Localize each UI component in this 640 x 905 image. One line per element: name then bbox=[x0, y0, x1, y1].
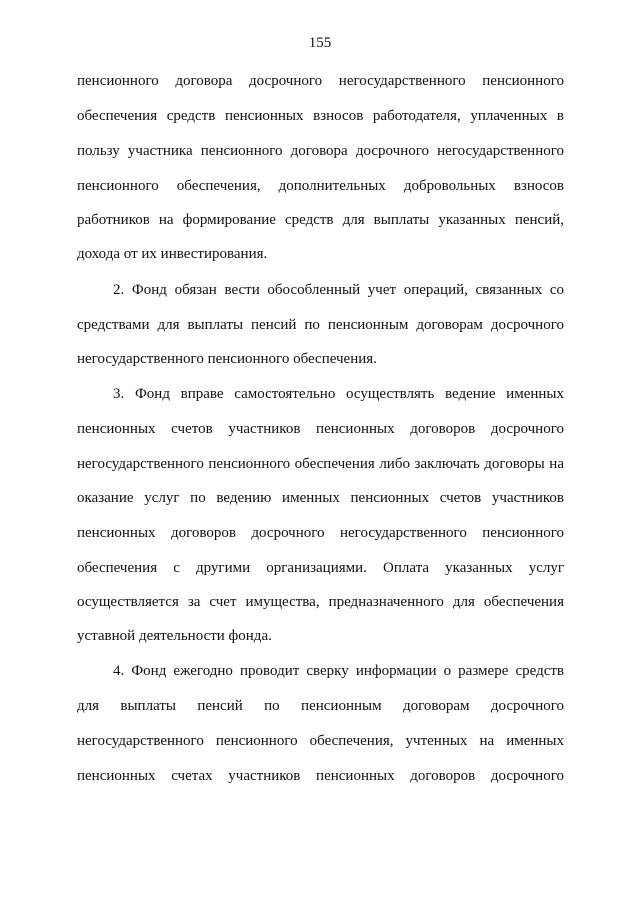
text-line: осуществляется за счет имущества, предназначенного для обеспечения bbox=[77, 594, 564, 610]
text-line: для выплаты пенсий по пенсионным договорам досрочного bbox=[77, 698, 564, 714]
text-line: пенсионных счетах участников пенсионных договоров досрочного bbox=[77, 768, 564, 784]
text-line: негосударственного пенсионного обеспечения, учтенных на именных bbox=[77, 733, 564, 749]
text-line: пенсионных счетов участников пенсионных договоров досрочного bbox=[77, 421, 564, 437]
page-number: 155 bbox=[308, 35, 332, 51]
text-line: обеспечения с другими организациями. Оплата указанных услуг bbox=[77, 560, 564, 576]
text-line: негосударственного пенсионного обеспечения. bbox=[77, 351, 377, 367]
text-line: средствами для выплаты пенсий по пенсионным договорам досрочного bbox=[77, 317, 564, 333]
text-line: дохода от их инвестирования. bbox=[77, 246, 268, 262]
paragraph-start-line: 3. Фонд вправе самостоятельно осуществлять ведение именных bbox=[113, 386, 564, 402]
text-line: пенсионных договоров досрочного негосударственного пенсионного bbox=[77, 525, 564, 541]
text-line: пользу участника пенсионного договора досрочного негосударственного bbox=[77, 143, 564, 159]
paragraph-start-line: 4. Фонд ежегодно проводит сверку информации о размере средств bbox=[113, 663, 564, 679]
text-line: уставной деятельности фонда. bbox=[77, 628, 272, 644]
text-line: оказание услуг по ведению именных пенсионных счетов участников bbox=[77, 490, 564, 506]
text-line: пенсионного договора досрочного негосударственного пенсионного bbox=[77, 73, 564, 89]
text-line: работников на формирование средств для выплаты указанных пенсий, bbox=[77, 212, 564, 228]
text-line: негосударственного пенсионного обеспечения либо заключать договоры на bbox=[77, 456, 564, 472]
paragraph-start-line: 2. Фонд обязан вести обособленный учет операций, связанных со bbox=[113, 282, 564, 298]
text-line: обеспечения средств пенсионных взносов работодателя, уплаченных в bbox=[77, 108, 564, 124]
text-line: пенсионного обеспечения, дополнительных добровольных взносов bbox=[77, 178, 564, 194]
